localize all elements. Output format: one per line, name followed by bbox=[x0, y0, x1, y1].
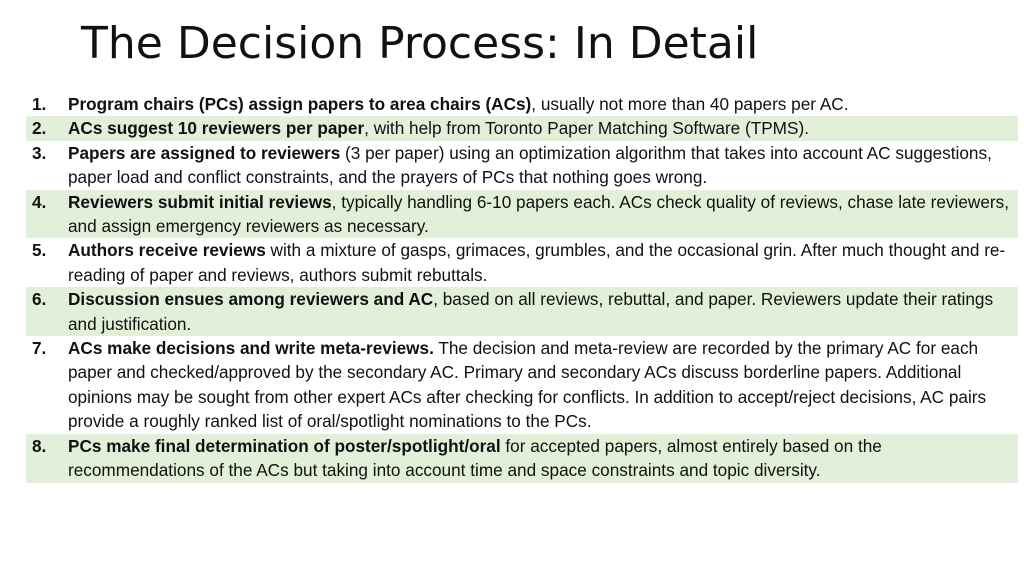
list-item bbox=[26, 116, 1018, 140]
item-text: with a mixture of gasps, grimaces, grumbles, and the occasional grin. After much thought and re-reading of paper and reviews, authors submit rebuttals. bbox=[68, 240, 1006, 285]
item-content bbox=[68, 238, 1014, 287]
item-content bbox=[68, 116, 1014, 140]
item-text: , usually not more than 40 papers per AC. bbox=[531, 94, 849, 114]
list-item bbox=[26, 141, 1018, 190]
item-content bbox=[68, 434, 1014, 483]
item-bold-text: ACs make decisions and write meta-reviews. bbox=[68, 338, 434, 359]
item-content bbox=[68, 336, 1014, 434]
item-text: The decision and meta-review are recorded by the primary AC for each paper and checked/approved by the secondary AC. Primary and secondary ACs discuss borderline papers. Additional opinions may be sought from other expert ACs after checking for conflicts. In addition to accept/reject decisions, AC pairs provide a roughly ranked list of oral/spotlight nominations to the PCs. bbox=[68, 338, 987, 432]
item-bold-text: PCs make final determination of poster/spotlight/oral bbox=[68, 435, 501, 456]
list-item bbox=[26, 336, 1018, 434]
item-bold-text: Authors receive reviews bbox=[68, 240, 266, 261]
item-bold-text: Reviewers submit initial reviews bbox=[68, 191, 332, 212]
decision-steps-list bbox=[26, 92, 1018, 483]
item-number: 1. bbox=[32, 94, 47, 114]
item-number: 4. bbox=[32, 191, 47, 212]
item-content bbox=[68, 141, 1014, 190]
item-bold-text: Discussion ensues among reviewers and AC bbox=[68, 289, 434, 310]
item-content bbox=[68, 92, 1014, 116]
item-text: , with help from Toronto Paper Matching Software (TPMS). bbox=[364, 118, 809, 139]
item-number: 2. bbox=[32, 118, 47, 139]
item-number: 3. bbox=[32, 142, 47, 163]
item-content bbox=[68, 287, 1014, 336]
list-item bbox=[26, 190, 1018, 239]
list-item bbox=[26, 92, 1018, 116]
item-number: 6. bbox=[32, 289, 47, 310]
item-text: (3 per paper) using an optimization algorithm that takes into account AC suggestions, paper load and conflict constraints, and the prayers of PCs that nothing goes wrong. bbox=[68, 142, 992, 188]
item-bold-text: Papers are assigned to reviewers bbox=[68, 142, 341, 163]
list-item bbox=[26, 238, 1018, 287]
item-content bbox=[68, 190, 1014, 239]
item-bold-text: ACs suggest 10 reviewers per paper bbox=[68, 118, 365, 139]
list-item bbox=[26, 434, 1018, 483]
item-number: 8. bbox=[32, 435, 47, 456]
item-text: , typically handling 6-10 papers each. ACs check quality of reviews, chase late reviewers, and assign emergency reviewers as necessary. bbox=[68, 191, 1009, 237]
item-bold-text: Program chairs (PCs) assign papers to area chairs (ACs) bbox=[68, 94, 532, 114]
slide-title: The Decision Process: In Detail bbox=[81, 18, 759, 69]
list-item bbox=[26, 287, 1018, 336]
item-number: 7. bbox=[32, 338, 47, 359]
item-text: , based on all reviews, rebuttal, and paper. Reviewers update their ratings and justification. bbox=[68, 289, 994, 334]
item-text: for accepted papers, almost entirely based on the recommendations of the ACs but taking into account time and space constraints and topic diversity. bbox=[68, 435, 882, 481]
item-number: 5. bbox=[32, 240, 47, 261]
